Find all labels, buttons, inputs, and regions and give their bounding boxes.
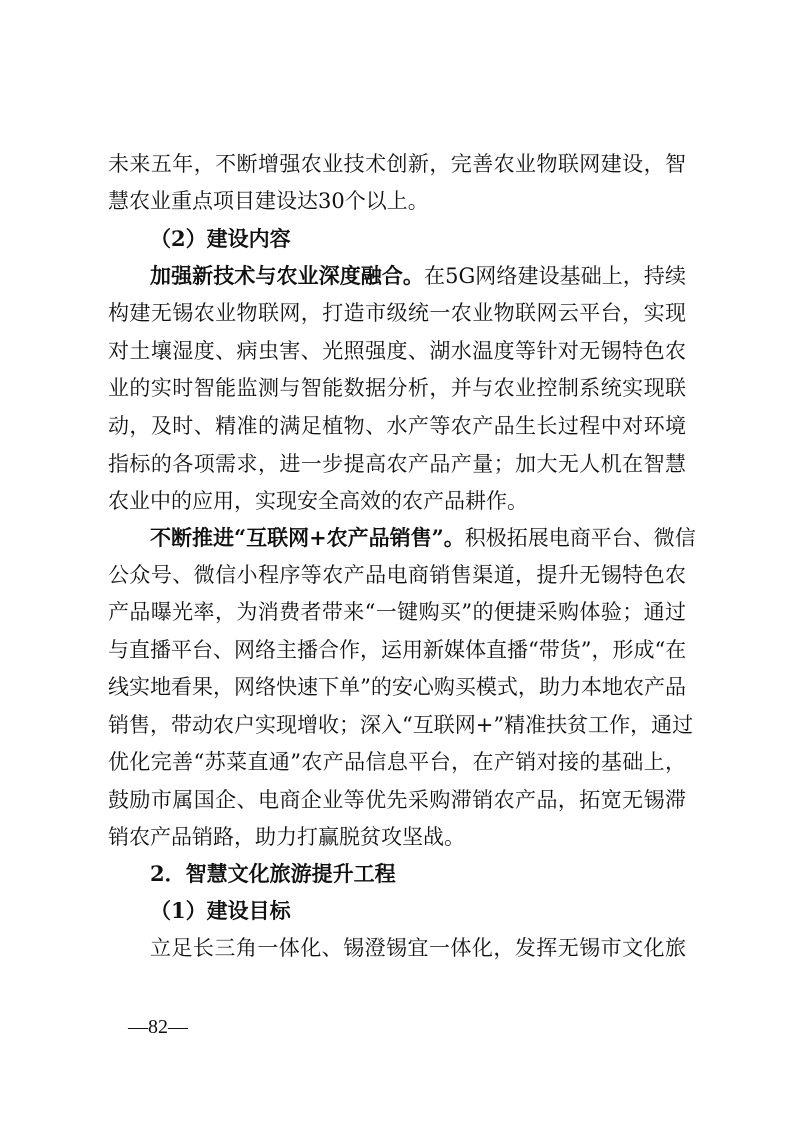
body-text-line: 销农产品销路，助力打赢脱贫攻坚战。 bbox=[108, 825, 465, 849]
page-number: —82— bbox=[128, 1016, 188, 1038]
body-text-line: 业的实时智能监测与智能数据分析，并与农业控制系统实现联 bbox=[108, 376, 686, 400]
body-text-line: 农业中的应用，实现安全高效的农产品耕作。 bbox=[108, 489, 528, 513]
body-text-line: 产品曝光率，为消费者带来“一键购买”的便捷采购体验；通过 bbox=[108, 600, 686, 624]
section-heading: （2）建设内容 bbox=[150, 226, 291, 251]
body-text-line: 与直播平台、网络主播合作，运用新媒体直播“带货”，形成“在 bbox=[108, 638, 687, 662]
body-text-line: 动，及时、精准的满足植物、水产等农产品生长过程中对环境 bbox=[108, 414, 686, 438]
body-text-line: 指标的各项需求，进一步提高农产品产量；加大无人机在智慧 bbox=[108, 452, 686, 476]
paragraph-lead: 加强新技术与农业深度融合。 bbox=[150, 263, 425, 288]
body-text-line: 线实地看果，网络快速下单”的安心购买模式，助力本地农产品 bbox=[108, 675, 686, 699]
paragraph-first-line bbox=[150, 524, 696, 552]
subsection-heading: （1）建设目标 bbox=[150, 898, 291, 923]
body-text-line: 鼓励市属国企、电商企业等优先采购滞销农产品，拓宽无锡滞 bbox=[108, 788, 686, 812]
body-text-line: 构建无锡农业物联网，打造市级统一农业物联网云平台，实现 bbox=[108, 301, 686, 325]
section-heading: 2．智慧文化旅游提升工程 bbox=[150, 861, 396, 886]
paragraph-lead: 不断推进“互联网+农产品销售”。 bbox=[150, 525, 465, 550]
paragraph-first-line bbox=[150, 262, 686, 290]
body-text-line: 未来五年，不断增强农业技术创新，完善农业物联网建设，智 bbox=[108, 152, 686, 176]
body-text-line: 立足长三角一体化、锡澄锡宜一体化，发挥无锡市文化旅 bbox=[150, 936, 686, 960]
paragraph-text: 积极拓展电商平台、微信 bbox=[464, 526, 696, 550]
paragraph-text: 在5G网络建设基础上，持续 bbox=[424, 264, 687, 288]
body-text-line: 优化完善“苏菜直通”农产品信息平台，在产销对接的基础上， bbox=[108, 750, 686, 774]
body-text-line: 销售，带动农户实现增收；深入“互联网+”精准扶贫工作，通过 bbox=[108, 713, 694, 737]
body-text-line: 对土壤湿度、病虫害、光照强度、湖水温度等针对无锡特色农 bbox=[108, 339, 686, 363]
body-text-line: 公众号、微信小程序等农产品电商销售渠道，提升无锡特色农 bbox=[108, 563, 686, 587]
body-text-line: 慧农业重点项目建设达30个以上。 bbox=[108, 189, 429, 213]
